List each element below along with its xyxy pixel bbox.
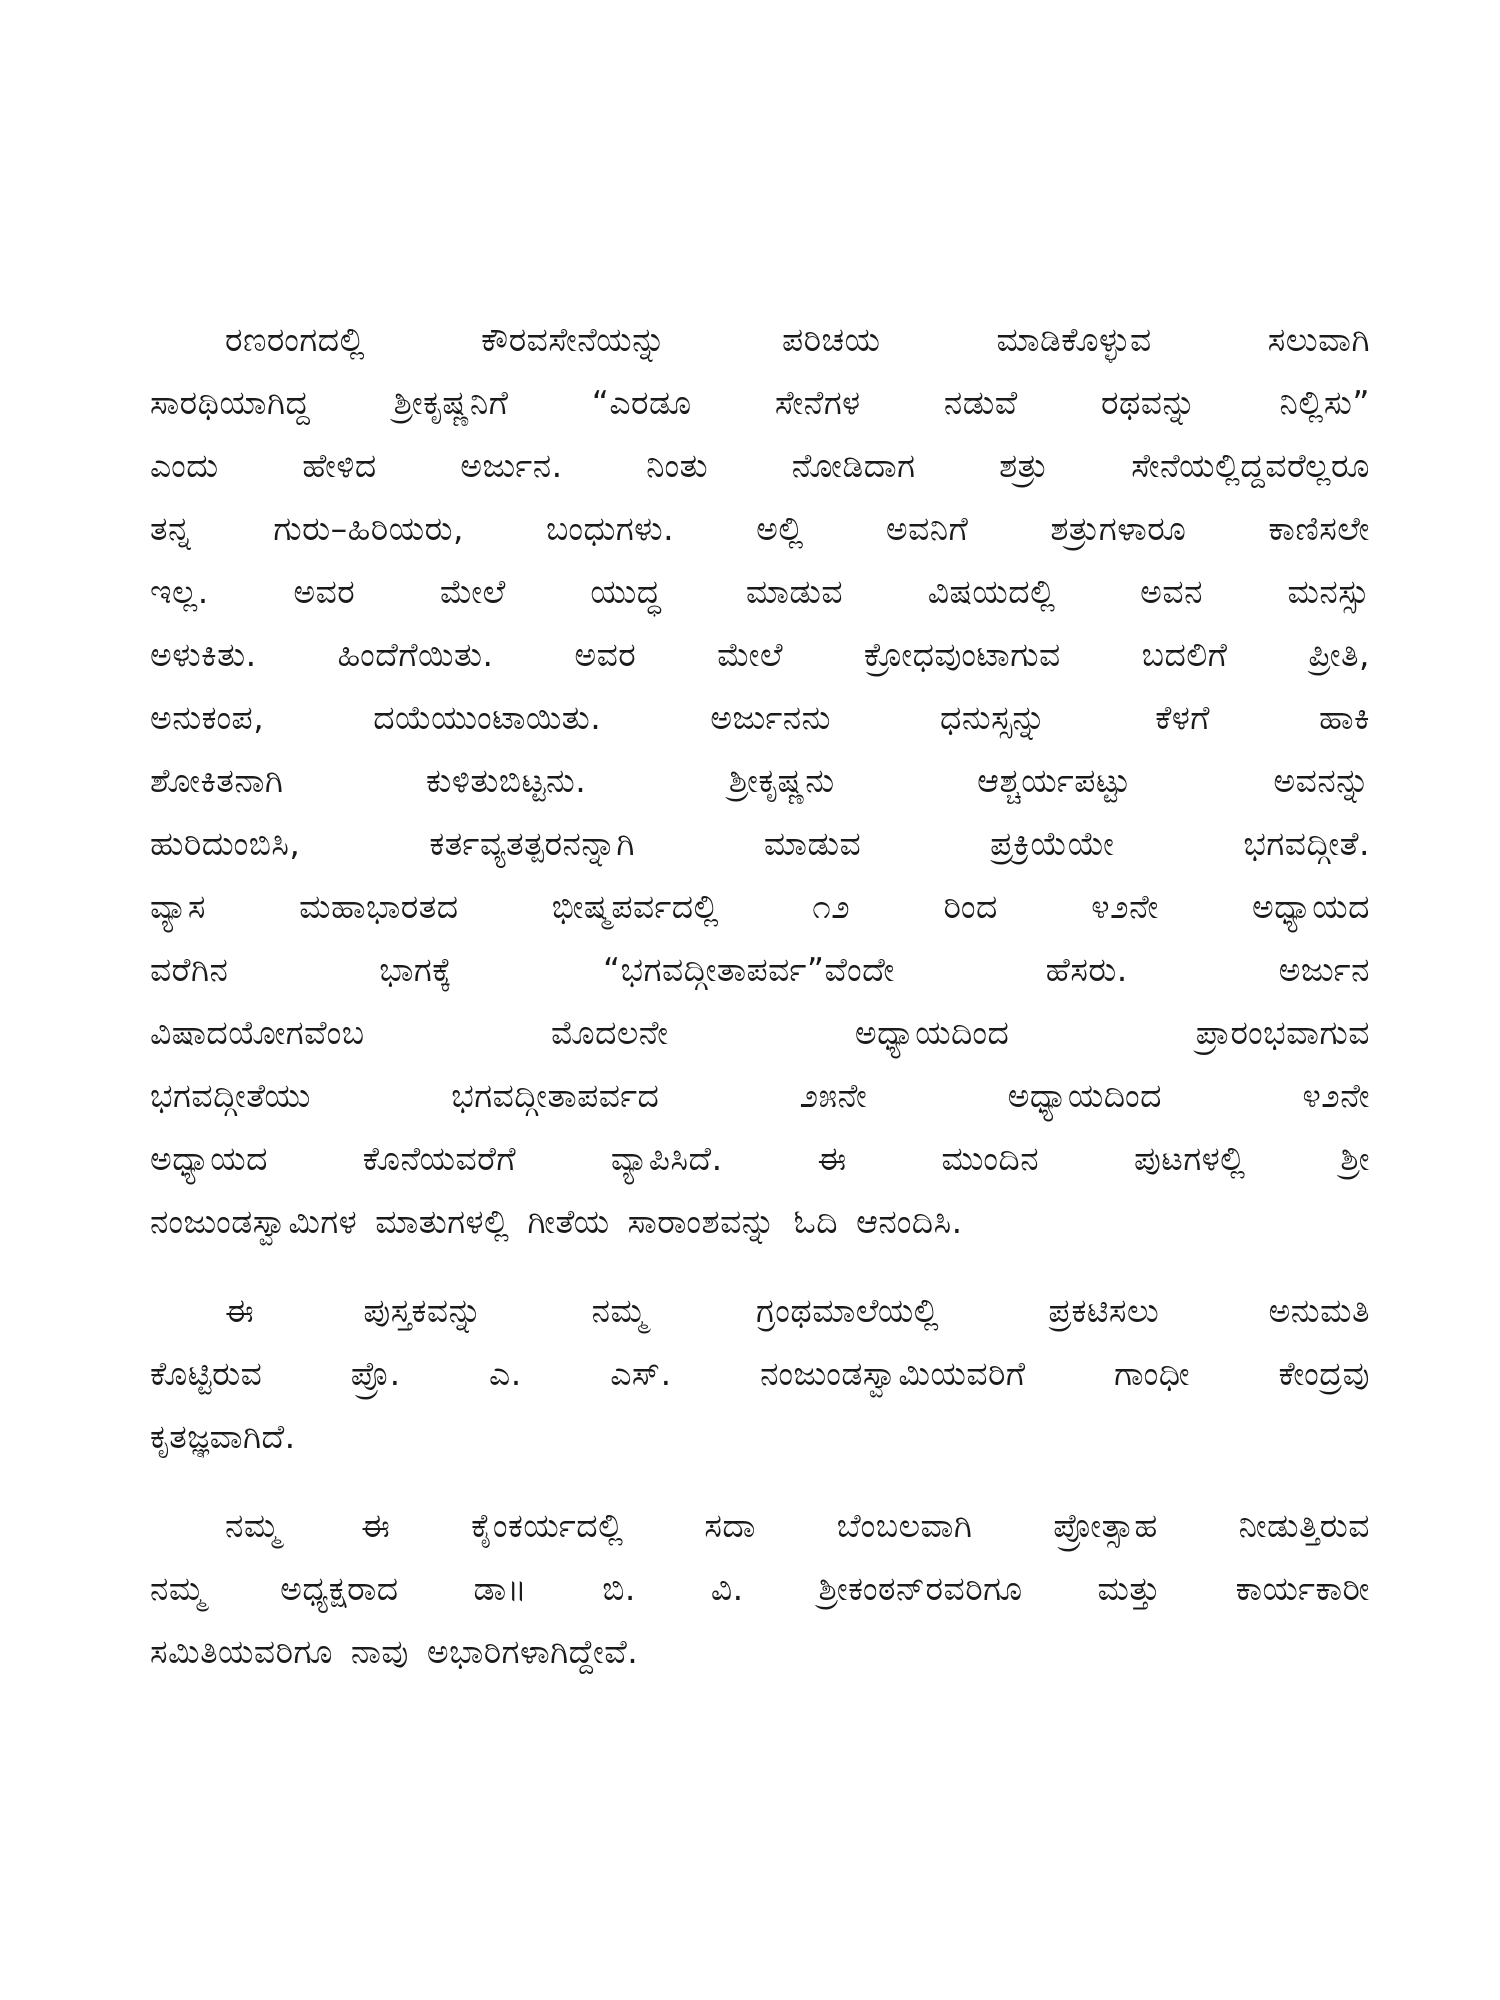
word: ನಮ್ಮ [150, 1569, 206, 1608]
word: ಹುರಿದುಂಬಿಸಿ, [150, 824, 301, 863]
word: ಮೇಲೆ [717, 635, 784, 674]
word: ಆಶ್ಚರ್ಯಪಟ್ಟು [977, 761, 1131, 800]
text-line [150, 1279, 1370, 1342]
word: ಶತ್ರುಗಳಾರೂ [1050, 509, 1187, 548]
word: ಭಗವದ್ಗೀತೆ. [1243, 824, 1370, 863]
word: ಭಾಗಕ್ಕೆ [379, 950, 453, 989]
word: ಮತ್ತು [1097, 1569, 1161, 1608]
word: ಕೃತಜ್ಞವಾಗಿದೆ. [150, 1417, 296, 1456]
word: ಶ್ರೀಕಂಠನ್‌ರವರಿಗೂ [818, 1569, 1023, 1608]
word: ಅವನ [1140, 572, 1203, 611]
word: ಗಾಂಧೀ [1114, 1354, 1191, 1393]
word: ಅವನಿಗೆ [885, 509, 969, 548]
word: ಅನುಮತಿ [1268, 1291, 1370, 1330]
word: ಬದಲಿಗೆ [1141, 635, 1228, 674]
word: ಸೇನೆಗಳ [774, 383, 861, 422]
word: ಮುಂದಿನ [941, 1139, 1040, 1178]
word: ಕುಳಿತುಬಿಟ್ಟನು. [426, 761, 587, 800]
word: ಕೆಳಗೆ [1155, 698, 1210, 737]
word: ನೀಡುತ್ತಿರುವ [1238, 1506, 1370, 1545]
word: ಅಧ್ಯಾಯದಿಂದ [1007, 1076, 1162, 1115]
word: ಯುದ್ಧ [590, 572, 662, 611]
word: ಅವರ [574, 635, 637, 674]
word: ಅವರ [293, 572, 356, 611]
word: ಮಾತುಗಳಲ್ಲಿ [375, 1202, 510, 1241]
word: ಪ್ರಕಟಿಸಲು [1048, 1291, 1160, 1330]
word: ಹೆಸರು. [1045, 950, 1128, 989]
word: ಆನಂದಿಸಿ. [856, 1202, 963, 1241]
word: ನಮ್ಮ [591, 1291, 647, 1330]
text-line [150, 560, 1370, 623]
paragraph [150, 308, 1370, 1253]
word: ಪ್ರಾರಂಭವಾಗುವ [1195, 1013, 1370, 1052]
word: ಅಧ್ಯಾಯದ [1251, 887, 1370, 926]
word: ಬಂಧುಗಳು. [546, 509, 675, 548]
text-line [150, 497, 1370, 560]
word: ಕಾಣಿಸಲೇ [1268, 509, 1370, 548]
word: ೨೫ನೇ [799, 1076, 868, 1115]
word: ಡಾ॥ [473, 1569, 528, 1608]
text-line [150, 1405, 1370, 1468]
text-line [150, 1001, 1370, 1064]
word: ಕೊನೆಯವರೆಗೆ [362, 1139, 517, 1178]
word: ನಂಜುಂಡಸ್ವಾಮಿಯವರಿಗೆ [760, 1354, 1026, 1393]
word: ಕ್ರೋಧವುಂಟಾಗುವ [863, 635, 1061, 674]
word: ಈ [361, 1506, 391, 1545]
word: ೪೨ನೇ [1091, 887, 1159, 926]
text-line [150, 1127, 1370, 1190]
word: ಮಾಡುವ [745, 572, 844, 611]
word: ಕಾರ್ಯಕಾರೀ [1235, 1569, 1370, 1608]
word: ಅಲ್ಲಿ [756, 509, 804, 548]
word: ಅಳುಕಿತು. [150, 635, 257, 674]
word: ವಿ. [710, 1569, 744, 1608]
word: ದಯೆಯುಂಟಾಯಿತು. [373, 698, 602, 737]
word: ಅಧ್ಯಕ್ಷರಾದ [280, 1569, 399, 1608]
word: ಭಗವದ್ಗೀತಾಪರ್ವದ [451, 1076, 660, 1115]
word: ವಿಷಯದಲ್ಲಿ [927, 572, 1056, 611]
text-line [150, 938, 1370, 1001]
word: ನಮ್ಮ [225, 1506, 281, 1545]
word: ನೋಡಿದಾಗ [791, 446, 916, 485]
word: ಭಗವದ್ಗೀತೆಯು [150, 1076, 311, 1115]
word: ನಿಲ್ಲಿಸು” [1279, 383, 1370, 422]
word: ಅಧ್ಯಾಯದ [150, 1139, 268, 1178]
word: ಪ್ರೊ. [350, 1354, 401, 1393]
text-line [150, 1494, 1370, 1557]
word: ಶತ್ರು [999, 446, 1048, 485]
word: ಪ್ರೀತಿ, [1308, 635, 1370, 674]
word: ಪುಸ್ತಕವನ್ನು [363, 1291, 483, 1330]
word: ಪರಿಚಯ [781, 320, 881, 359]
word: ವರೆಗಿನ [150, 950, 229, 989]
text-line [150, 308, 1370, 371]
word: ನಿಂತು [646, 446, 709, 485]
word: ಭೀಷ್ಮಪರ್ವದಲ್ಲಿ [551, 887, 720, 926]
word: ೪೨ನೇ [1302, 1076, 1370, 1115]
word: ಹಾಕಿ [1318, 698, 1370, 737]
word: ಈ [225, 1291, 255, 1330]
word: ಕೊಟ್ಟಿರುವ [150, 1354, 263, 1393]
word: ವಿಷಾದಯೋಗವೆಂಬ [150, 1013, 365, 1052]
word: ಇಲ್ಲ. [150, 572, 209, 611]
word: ರಿಂದ [943, 887, 998, 926]
word: ಅಭಾರಿಗಳಾಗಿದ್ದೇವೆ. [426, 1632, 639, 1671]
word: ಸಮಿತಿಯವರಿಗೂ [150, 1632, 333, 1671]
word: ಅರ್ಜುನ [1278, 950, 1370, 989]
word: ಪುಟಗಳಲ್ಲಿ [1133, 1139, 1246, 1178]
word: ವ್ಯಾಪಿಸಿದೆ. [610, 1139, 723, 1178]
word: ಮಾಡಿಕೊಳ್ಳುವ [996, 320, 1152, 359]
word: ಬೆಂಬಲವಾಗಿ [836, 1506, 973, 1545]
word: ಮಹಾಭಾರತದ [299, 887, 459, 926]
word: ಅಧ್ಯಾಯದಿಂದ [854, 1013, 1010, 1052]
text-line [150, 1342, 1370, 1405]
word: ತನ್ನ [150, 509, 192, 548]
word: ಮೊದಲನೇ [551, 1013, 669, 1052]
word: ಶ್ರೀಕೃಷ್ಣನು [728, 761, 835, 800]
word: ಕೇಂದ್ರವು [1278, 1354, 1370, 1393]
text-line [150, 749, 1370, 812]
word: ಬಿ. [602, 1569, 636, 1608]
text-line [150, 812, 1370, 875]
word: ನಾವು [350, 1632, 409, 1671]
document-body [150, 308, 1370, 1709]
word: ಗ್ರಂಥಮಾಲೆಯಲ್ಲಿ [756, 1291, 940, 1330]
word: ಅರ್ಜುನನು [710, 698, 831, 737]
word: ಓದಿ [793, 1202, 839, 1241]
word: ಧನುಸ್ಸನ್ನು [940, 698, 1047, 737]
word: ೧೨ [812, 887, 851, 926]
word: ಈ [817, 1139, 847, 1178]
word: ಹಿಂದೆಗೆಯಿತು. [337, 635, 494, 674]
word: ಸಾರಾಂಶವನ್ನು [627, 1202, 776, 1241]
word: “ಭಗವದ್ಗೀತಾಪರ್ವ”ವೆಂದೇ [602, 950, 895, 989]
text-line [150, 1190, 1370, 1253]
word: ರಥವನ್ನು [1101, 383, 1197, 422]
word: ನಡುವೆ [943, 383, 1018, 422]
text-line [150, 686, 1370, 749]
text-line [150, 371, 1370, 434]
word: ಕರ್ತವ್ಯತತ್ಪರನನ್ನಾಗಿ [429, 824, 635, 863]
word: ಪ್ರೋತ್ಸಾಹ [1053, 1506, 1158, 1545]
paragraph [150, 1494, 1370, 1683]
text-line [150, 1620, 1370, 1683]
word: ಎಸ್. [610, 1354, 672, 1393]
word: ಹೇಳಿದ [302, 446, 377, 485]
word: ಶೋಕಿತನಾಗಿ [150, 761, 284, 800]
word: ಅವನನ್ನು [1273, 761, 1370, 800]
word: ಸಲುವಾಗಿ [1267, 320, 1370, 359]
paragraph [150, 1279, 1370, 1468]
word: ಸಾರಥಿಯಾಗಿದ್ದ [150, 383, 311, 422]
word: ಕೌರವಸೇನೆಯನ್ನು [481, 320, 666, 359]
word: ರಣರಂಗದಲ್ಲಿ [225, 320, 366, 359]
word: ಸದಾ [704, 1506, 756, 1545]
word: ಶ್ರೀಕೃಷ್ಣನಿಗೆ [393, 383, 509, 422]
word: ಎ. [489, 1354, 522, 1393]
word: ಅರ್ಜುನ. [460, 446, 563, 485]
text-line [150, 875, 1370, 938]
word: ಮೇಲೆ [439, 572, 506, 611]
word: ಶ್ರೀ [1340, 1139, 1370, 1178]
word: ಗುರು–ಹಿರಿಯರು, [273, 509, 465, 548]
word: ಮನಸ್ಸು [1287, 572, 1370, 611]
word: ಅನುಕಂಪ, [150, 698, 265, 737]
word: ಸೇನೆಯಲ್ಲಿದ್ದವರೆಲ್ಲರೂ [1131, 446, 1370, 485]
text-line [150, 623, 1370, 686]
word: ಎಂದು [150, 446, 219, 485]
text-line [150, 1557, 1370, 1620]
word: “ಎರಡೂ [591, 383, 692, 422]
word: ವ್ಯಾಸ [150, 887, 206, 926]
text-line [150, 434, 1370, 497]
word: ಪ್ರಕ್ರಿಯೆಯೇ [990, 824, 1115, 863]
word: ಗೀತೆಯ [527, 1202, 610, 1241]
word: ನಂಜುಂಡಸ್ವಾಮಿಗಳ [150, 1202, 358, 1241]
word: ಮಾಡುವ [763, 824, 862, 863]
word: ಕೈಂಕರ್ಯದಲ್ಲಿ [471, 1506, 624, 1545]
text-line [150, 1064, 1370, 1127]
